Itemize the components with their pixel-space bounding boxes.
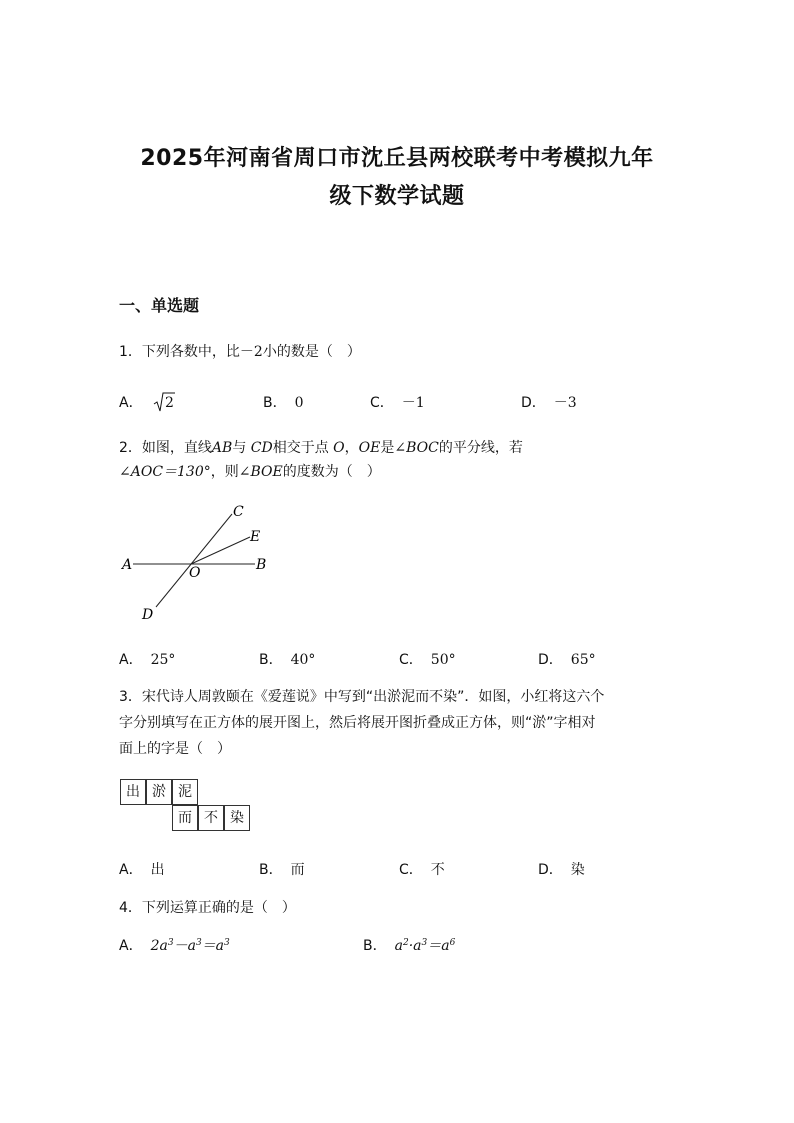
ray-oe-label: OE	[358, 440, 381, 456]
net-cell: 不	[198, 805, 224, 831]
q1-option-b[interactable]	[263, 392, 304, 412]
question-4: 4．下列运算正确的是（ ）	[119, 900, 296, 916]
label-e: E	[250, 529, 261, 545]
question-3	[119, 684, 684, 762]
option-label: A．	[119, 395, 143, 411]
q3-line-3: 面上的字是（ ）	[119, 741, 231, 757]
radical-sign-icon	[153, 391, 175, 413]
angle-aoc: ∠AOC＝130°	[119, 464, 211, 480]
q1-number: －2	[239, 344, 263, 360]
expression: $2a^3-a^3=a^3$	[150, 938, 230, 954]
title-line-2: 级下数学试题	[329, 184, 465, 209]
q2-option-c[interactable]	[399, 649, 456, 669]
angle-boe: ∠BOE	[238, 464, 283, 480]
document-title	[100, 140, 694, 216]
label-a: A	[122, 557, 133, 573]
option-value: 不	[430, 862, 445, 878]
option-label: A．	[119, 938, 143, 954]
label-d: D	[142, 607, 154, 623]
option-value: 染	[570, 862, 585, 878]
option-label: A．	[119, 652, 143, 668]
net-cell: 而	[172, 805, 198, 831]
q1-text: 1．下列各数中，比	[119, 344, 240, 360]
option-value: 40°	[290, 652, 316, 668]
option-value: 65°	[570, 652, 596, 668]
q2-text: 的平分线，若	[438, 440, 523, 456]
option-label: D．	[538, 862, 563, 878]
option-value: 出	[150, 862, 165, 878]
angle-boc: ∠BOC	[394, 440, 439, 456]
intersecting-lines-figure	[115, 500, 285, 625]
q3-option-a[interactable]	[119, 859, 165, 879]
q3-line-1: 3．宋代诗人周敦颐在《爱莲说》中写到“出淤泥而不染”．如图，小红将这六个	[119, 689, 605, 705]
net-cell: 泥	[172, 779, 198, 805]
net-cell: 淤	[146, 779, 172, 805]
question-2	[119, 436, 679, 484]
q3-option-c[interactable]	[399, 859, 445, 879]
question-1	[119, 340, 361, 364]
label-o: O	[189, 565, 201, 581]
option-value: 0	[294, 395, 304, 411]
option-label: B．	[259, 862, 283, 878]
line-cd-label: CD	[250, 440, 273, 456]
q3-option-d[interactable]	[538, 859, 585, 879]
option-label: A．	[119, 862, 143, 878]
q2-text: ，则	[210, 464, 239, 480]
sqrt-expression	[155, 395, 174, 411]
sqrt-radicand: 2	[165, 395, 174, 411]
line-cd	[156, 514, 232, 607]
title-line-1: 2025年河南省周口市沈丘县两校联考中考模拟九年	[140, 146, 654, 171]
q1-option-d[interactable]	[521, 392, 577, 412]
q2-option-a[interactable]	[119, 649, 175, 669]
point-o-label: O	[333, 440, 345, 456]
line-ab-label: AB	[211, 440, 233, 456]
option-label: C．	[399, 652, 423, 668]
net-cell: 染	[224, 805, 250, 831]
option-value: 而	[290, 862, 305, 878]
section-heading: 一、单选题	[119, 296, 200, 315]
q2-text: 是	[380, 440, 395, 456]
q3-option-b[interactable]	[259, 859, 305, 879]
option-label: D．	[538, 652, 563, 668]
q2-option-b[interactable]	[259, 649, 315, 669]
option-label: D．	[521, 395, 546, 411]
option-value: －1	[401, 395, 425, 411]
option-label: C．	[399, 862, 423, 878]
label-c: C	[233, 504, 244, 520]
ray-oe	[191, 537, 250, 564]
q4-option-b[interactable]	[363, 935, 455, 955]
q2-option-d[interactable]	[538, 649, 596, 669]
q2-text: 与	[232, 440, 247, 456]
q2-text: 的度数为（ ）	[282, 464, 381, 480]
option-value: 50°	[430, 652, 456, 668]
option-label: B．	[263, 395, 287, 411]
net-cell: 出	[120, 779, 146, 805]
q2-text: 2．如图，直线	[119, 440, 212, 456]
expression: $a^2\cdot a^3=a^6$	[394, 938, 456, 954]
option-label: C．	[370, 395, 394, 411]
option-label: B．	[363, 938, 387, 954]
option-label: B．	[259, 652, 283, 668]
q1-option-c[interactable]	[370, 392, 425, 412]
q2-text: ，	[344, 440, 359, 456]
q3-line-2: 字分别填写在正方体的展开图上，然后将展开图折叠成正方体，则“淤”字相对	[119, 715, 596, 731]
q1-option-a[interactable]	[119, 392, 174, 412]
q4-option-a[interactable]	[119, 935, 230, 955]
label-b: B	[256, 557, 267, 573]
option-value: 25°	[150, 652, 176, 668]
option-value: －3	[553, 395, 577, 411]
q2-text: 相交于点	[272, 440, 329, 456]
q1-text-end: 小的数是（ ）	[262, 344, 361, 360]
